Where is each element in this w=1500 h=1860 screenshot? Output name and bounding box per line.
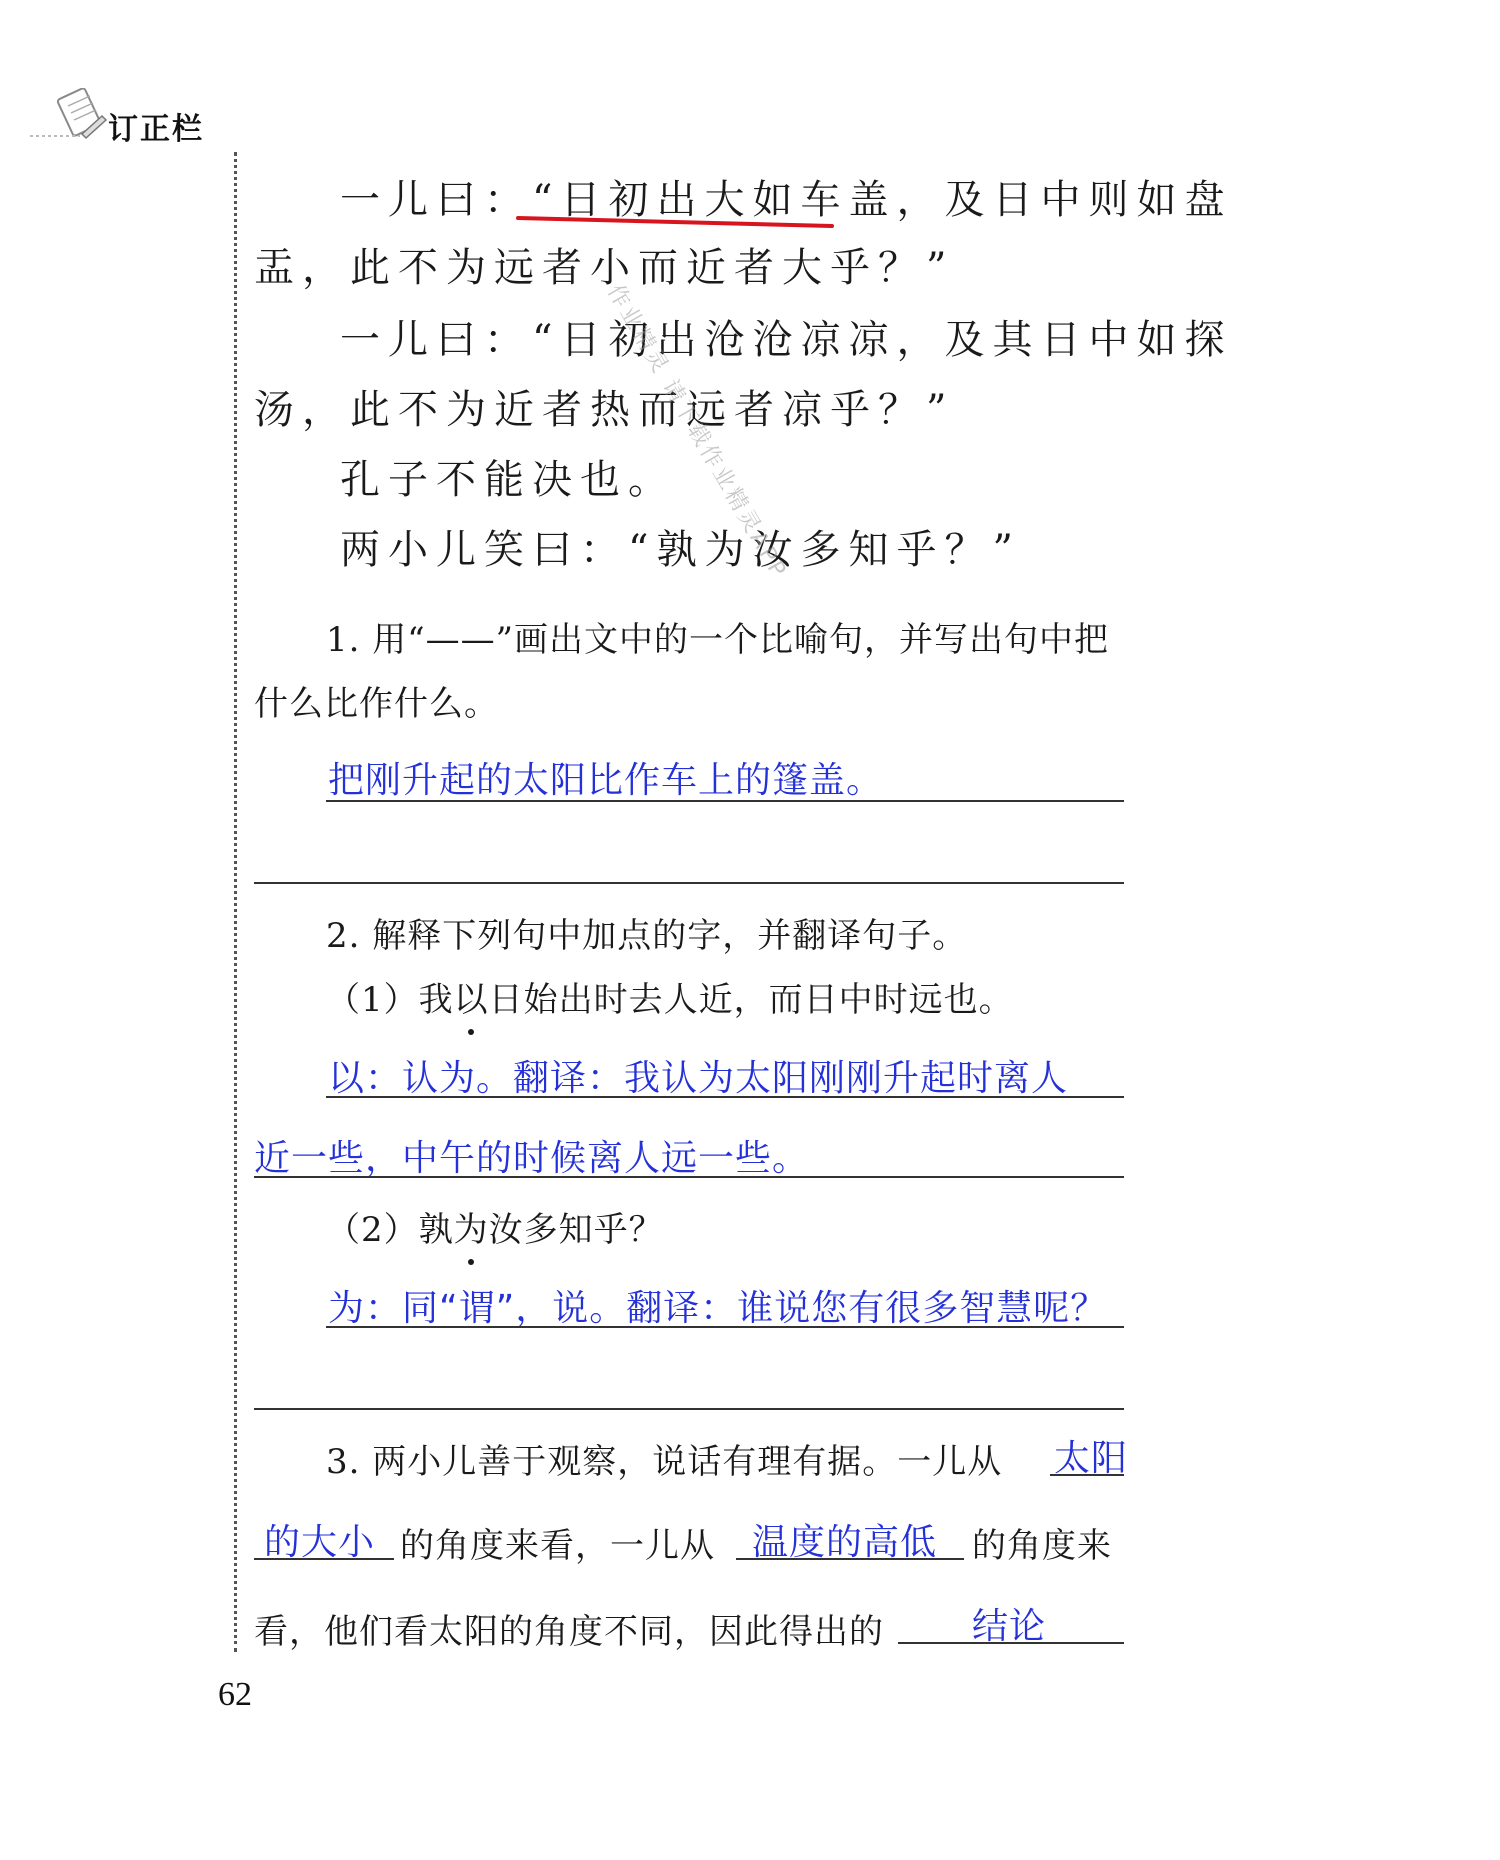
q1-prompt-line-1: 1. 用“——”画出文中的一个比喻句，并写出句中把 — [326, 620, 1110, 660]
passage-line-1: 一儿曰：“日初出大如车盖，及日中则如盘 — [340, 177, 1233, 223]
q1-answer: 把刚升起的太阳比作车上的篷盖。 — [328, 760, 884, 801]
q3-blank-1-underline-1 — [1050, 1474, 1124, 1476]
passage-line-2: 盂，此不为远者小而近者大乎？” — [254, 245, 955, 291]
q3-blank-1-part-2: 的大小 — [264, 1522, 376, 1563]
q2-answer-2-underline-1 — [326, 1326, 1124, 1328]
q3-blank-3: 结论 — [972, 1606, 1047, 1647]
q2-sentence-1 — [326, 972, 1014, 1021]
q2-answer-1-line-1: 以：认为。翻译：我认为太阳刚刚升起时离人 — [328, 1058, 1069, 1099]
q3-blank-2: 温度的高低 — [752, 1522, 938, 1563]
passage-line-3: 一儿曰：“日初出沧沧凉凉，及其日中如探 — [340, 317, 1233, 363]
q2-s2-before: （2）孰 — [326, 1210, 454, 1250]
q3-blank-1-part-1: 太阳 — [1054, 1438, 1129, 1479]
page-number: 62 — [218, 1676, 252, 1713]
passage-line-6: 两小儿笑曰：“孰为汝多知乎？” — [340, 527, 1021, 573]
q3-blank-1-underline-2 — [254, 1558, 394, 1560]
q2-answer-1-underline-2 — [254, 1176, 1124, 1178]
emphasis-dot-char: 为 — [454, 1202, 489, 1251]
passage-line-5: 孔子不能决也。 — [340, 457, 676, 503]
q1-prompt-line-2: 什么比作什么。 — [254, 684, 499, 724]
q2-s1-after: 日始出时去人近，而日中时远也。 — [488, 980, 1014, 1020]
q1-answer-line-1 — [326, 800, 1124, 802]
watermark: 作业精灵 请下载作业精灵APP — [602, 280, 792, 584]
passage-line-4: 汤，此不为近者热而远者凉乎？” — [254, 387, 955, 433]
q2-s2-after: 汝多知乎？ — [488, 1210, 664, 1250]
emphasis-dot-char: 以 — [454, 972, 489, 1021]
q3-blank-3-underline — [898, 1642, 1124, 1644]
simile-underline — [516, 212, 834, 230]
q2-s1-before: （1）我 — [326, 980, 454, 1020]
q2-sentence-2 — [326, 1202, 664, 1251]
q2-answer-2-underline-2 — [254, 1408, 1124, 1410]
q3-text-2: 的角度来看，一儿从 — [400, 1526, 715, 1566]
q3-text-3: 的角度来 — [972, 1526, 1112, 1566]
pencil-notebook-icon — [28, 88, 112, 142]
q1-answer-line-2 — [254, 882, 1124, 884]
q2-answer-2: 为：同“谓”，说。翻译：谁说您有很多智慧呢？ — [328, 1288, 1108, 1329]
q2-answer-1-line-2: 近一些，中午的时候离人远一些。 — [254, 1138, 810, 1179]
q3-text-4: 看，他们看太阳的角度不同，因此得出的 — [254, 1612, 884, 1652]
margin-divider — [234, 152, 237, 1652]
q3-blank-2-underline — [736, 1558, 964, 1560]
q2-answer-1-underline-1 — [326, 1096, 1124, 1098]
q3-text-1: 3. 两小儿善于观察，说话有理有据。一儿从 — [326, 1442, 1003, 1482]
correction-column-title: 订正栏 — [108, 112, 204, 147]
q2-prompt: 2. 解释下列句中加点的字，并翻译句子。 — [326, 916, 968, 956]
